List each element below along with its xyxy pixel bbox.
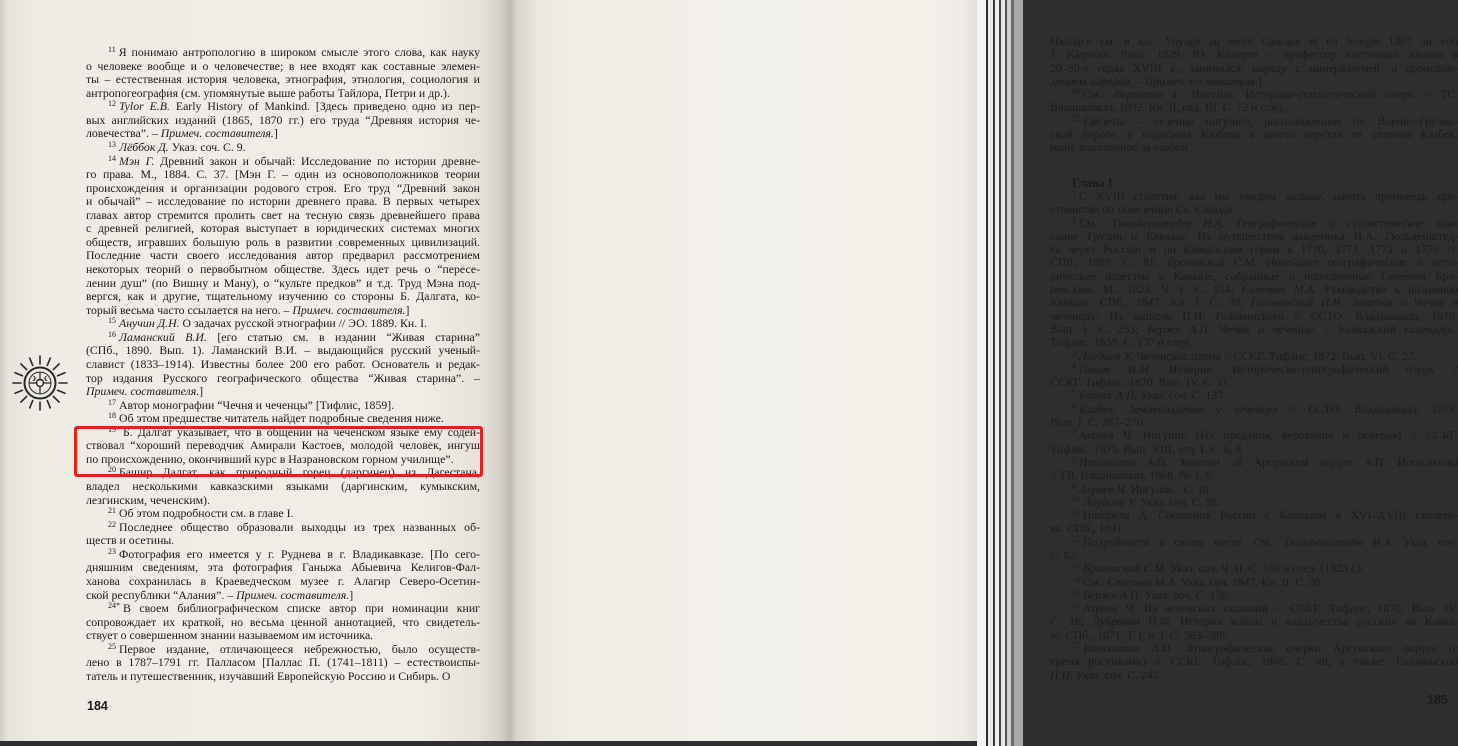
text-run: лезгинским, чеченским). <box>86 492 211 507</box>
text-run: Древний закон и обычай: Исследование по истории древне- <box>154 153 480 168</box>
highlight-box <box>74 426 483 480</box>
text-line <box>86 616 480 630</box>
text-line <box>1050 469 1458 482</box>
text-run: С. 82. <box>1050 547 1079 562</box>
text-run: Руководство к познанию <box>1316 282 1458 297</box>
text-run: Вып. I. С. 267–270. <box>1050 415 1146 430</box>
text-line <box>1050 655 1458 668</box>
text-run: С XVIII столетия, как мы увидим дальше, начата проповедь хри- <box>1079 188 1458 203</box>
text-line <box>86 73 480 87</box>
text-run: дняшним сведениям, эта фотография Ганыжа Абыевича Келигов-Фал- <box>86 560 480 575</box>
text-run: Чеченское племя // ССКГ. Тифлис, 1872. Вып. VI. С. 27. <box>1133 348 1417 363</box>
footnote-first-line <box>86 548 480 562</box>
italic-text: Ахриев Ч. <box>1083 601 1137 616</box>
text-run: Заметки об Аргунском округе А.П. Ипполитова <box>1168 454 1458 469</box>
text-run: вергся, как и другие, тщательному изучению со стороны Б. Далгата, ко- <box>86 289 480 304</box>
note-number: 25 <box>108 641 116 651</box>
text-run: Сношения России с Кавказом в XVI–XVIII столети- <box>1148 508 1458 523</box>
text-run: Автор монографии “Чечня и чеченцы” [Тифлис, 1859]. <box>119 397 395 412</box>
text-line <box>1050 128 1458 141</box>
italic-text: Селезнев М.А. <box>1107 574 1178 589</box>
note-number: 14 <box>1072 574 1080 584</box>
italic-text: Гюльденштедт И.А. <box>1112 215 1225 230</box>
text-run: Указ. соч. С. 138. <box>1141 587 1231 602</box>
left-page <box>0 0 509 741</box>
italic-text: Tylor E.B. <box>119 99 170 114</box>
note-number: 6 <box>1072 401 1076 411</box>
text-run: торый весьма часто ссылается на него. – <box>86 302 293 317</box>
italic-text: Анучин Д.Н. <box>119 316 180 331</box>
text-run: ханова сохранилась в Краеведческом музее г. Алагир Северо-Осетин- <box>86 573 480 588</box>
text-run: (СПб., 1890. Вып. 1). Ламанский В.И. – выдающийся русский ученый- <box>86 343 480 358</box>
text-run: Б. Далгат указывает, что в общении на чеченском языке ему содей- <box>123 424 480 439</box>
footnote-first-line <box>86 141 480 155</box>
text-run: СПб., 1809. С. 81; <box>1050 255 1168 270</box>
text-line <box>1050 230 1458 243</box>
italic-text: Примеч. составителя. <box>292 302 406 317</box>
text-run: с древней религией, которая выступает в юридических системах многих <box>86 221 480 236</box>
italic-text: Попов И.М. <box>1079 361 1152 376</box>
text-line <box>86 114 480 128</box>
italic-text: Мэн Г. <box>119 153 155 168</box>
note-number: 12 <box>108 99 116 109</box>
text-line <box>86 263 480 277</box>
note-number: 10 <box>1072 494 1080 504</box>
text-line <box>86 127 480 141</box>
text-line <box>86 385 480 399</box>
text-run: Ингуши: (Их предания, верования и поверья) // ССКГ. <box>1133 428 1458 443</box>
text-run: лении душ” (по Вишну и Ману), о “культе предков” и т.д. Труд Мэна под- <box>86 275 480 290</box>
text-run: Указ. соч. <box>1394 534 1458 549</box>
note-number: 26 <box>1072 87 1080 97</box>
text-run: Тифлис, 1859. С. 137 и след. <box>1050 335 1193 350</box>
note-number: 15 <box>1072 587 1080 597</box>
text-line <box>86 87 480 101</box>
text-run: Я понимаю антропологию в широком смысле этого слова, как науку <box>118 45 480 59</box>
footnote-first-line <box>1050 350 1458 363</box>
text-line <box>86 358 480 372</box>
note-number: 13 <box>108 139 116 149</box>
note-number: 20 <box>108 465 116 475</box>
text-run: ствует о совершенном знании называемом им источника. <box>86 628 374 643</box>
footnote-first-line <box>1050 217 1458 230</box>
text-line <box>1050 35 1458 48</box>
footnote-first-line <box>1050 115 1458 128</box>
text-run: вых английских изданий (1865, 1870 гг.) его труда “Древняя история че- <box>86 112 480 127</box>
text-line <box>1050 270 1458 283</box>
text-run: Гвелеты – селение ингушей, расположенное по Военно-Грузин- <box>1083 113 1458 128</box>
text-run: Указ. соч. С. 58. <box>1137 494 1221 509</box>
footnote-first-line <box>1050 429 1458 442</box>
text-line <box>1050 443 1458 456</box>
seal-stamp-icon <box>10 352 70 414</box>
left-footnotes <box>86 46 480 683</box>
note-number: 8 <box>1072 454 1076 464</box>
note-number: 5 <box>1072 388 1076 398</box>
text-run: ] <box>199 384 204 399</box>
text-run: та через Россию и по Кавказским горам в 1770, 1771, 1772 и 1773 гг. <box>1050 242 1458 257</box>
text-line <box>1050 283 1458 296</box>
footnote-first-line <box>86 46 480 60</box>
text-line <box>1050 416 1458 429</box>
italic-text: Примеч. составителя. <box>86 384 200 399</box>
text-line <box>86 656 480 670</box>
text-line <box>86 575 480 589</box>
text-run: Новейшие географические и исто- <box>1257 255 1458 270</box>
text-run: Указ. соч. С. 9. <box>168 139 246 154</box>
text-run: дением народов. – <box>1050 73 1145 88</box>
italic-text: Головинский П.И. <box>1250 295 1344 310</box>
text-run: рические известия о Кавказе, собранные и пополненные Семеном Бро- <box>1050 268 1458 283</box>
text-run: ствовал “хороший переводчик Амирали Кастоев, молодой человек, ингуш <box>86 438 480 453</box>
note-number: 7 <box>1072 428 1076 438</box>
text-run: Кавказа. СПб., 1847. Кн. I. С. 30; <box>1050 295 1251 310</box>
text-run: ] <box>1257 73 1262 88</box>
text-run: сопровождает их краткой, но весьма ценной аннотацией, что свидетель- <box>86 614 480 629</box>
note-number: 15 <box>108 316 116 326</box>
text-run: Фотография его имеется у г. Руднева в г. Владикавказе. [По сего- <box>119 546 480 561</box>
footnote-first-line <box>1050 363 1458 376</box>
note-number: 24* <box>108 601 120 611</box>
chapter-footnotes <box>1050 190 1458 682</box>
page-number-left: 184 <box>87 699 108 713</box>
text-run: Об этом предшестве читатель найдет подробные сведения ниже. <box>119 411 444 426</box>
italic-text: Примеч. составителя. <box>236 587 350 602</box>
footnote-first-line <box>1050 190 1458 203</box>
footnote-first-line <box>86 100 480 114</box>
italic-text: Вертепов Г. <box>1114 87 1182 102</box>
text-run: ществ и осетины. <box>86 533 175 548</box>
italic-text: Ипполитов А.П. <box>1083 641 1174 656</box>
text-run: антропогеография (см. упомянутые выше работы Тайлора, Петри и др.). <box>86 85 450 100</box>
text-run: ях. СПб., 1891. <box>1050 521 1126 536</box>
italic-text: Гюльденштедт И.А. <box>1284 534 1395 549</box>
note-number: 14 <box>108 153 116 163</box>
text-line <box>1050 549 1458 562</box>
text-line <box>1050 615 1458 628</box>
text-run: ловечества”. – <box>86 126 161 141</box>
note-number: 9 <box>1072 481 1076 491</box>
footnote-first-line <box>1050 483 1458 496</box>
text-line <box>86 222 480 236</box>
note-number: 2 <box>1072 215 1076 225</box>
italic-text: Броневский С.М. <box>1167 255 1258 270</box>
note-number: 11 <box>1072 508 1080 518</box>
text-run: ССКГ. Тифлис, 1870. Вып. IV. С. 11. <box>1050 375 1232 390</box>
text-line <box>1050 669 1458 682</box>
text-line <box>86 561 480 575</box>
text-run: тремя рисунками) // ССКГ. Тифлис, 1868. С. 48; а также: <box>1050 654 1396 669</box>
text-run: славист (1833–1914). Известны более 200 его работ. Основатель и редак- <box>86 356 480 371</box>
italic-text: Ипполитов А.П. <box>1079 454 1169 469</box>
footnote-first-line <box>86 155 480 169</box>
footnote-first-line <box>86 602 480 616</box>
italic-text: Ахриев Ч. <box>1079 481 1128 496</box>
text-run: [его статью см. в издании “Живая старина” <box>206 329 480 344</box>
text-line <box>1050 48 1458 61</box>
text-run: О задачах русской этнографии // ЭО. 1889. Кн. I. <box>179 316 427 331</box>
text-line <box>1050 310 1458 323</box>
footnote-first-line <box>1050 88 1458 101</box>
text-run: С. 16; <box>1050 614 1093 629</box>
text-run: ] <box>405 302 410 317</box>
note-number: 23 <box>108 546 116 556</box>
text-run: Вып. I. С. 253; <box>1050 321 1148 336</box>
text-run: Указ. соч. 1847. Кн. II. С. 30. <box>1177 574 1324 589</box>
page-number-right: 185 <box>1427 693 1448 707</box>
text-line <box>1050 296 1458 309</box>
text-run: Чечня и чеченцы // Кавказский календарь. <box>1210 321 1458 336</box>
text-run: Указ. соч. Ч. II. С. 160 и след. (1823 г.). <box>1166 561 1365 576</box>
text-run: Последнее общество образовали выходцы из трех названных об- <box>119 519 480 534</box>
text-run: некоторых теорий о первобытном обществе. Здесь идет речь о “пересе- <box>86 262 480 276</box>
text-line <box>86 209 480 223</box>
text-run: См.: <box>1083 574 1108 589</box>
text-run: ской республики “Алания”. – <box>86 587 237 602</box>
text-line <box>1050 323 1458 336</box>
note-number: 21 <box>108 506 116 516</box>
footnote-first-line <box>86 643 480 657</box>
footnote-first-line <box>1050 389 1458 402</box>
book-page-edges <box>977 0 1023 746</box>
note-number: 27 <box>1072 113 1080 123</box>
text-run: ныне выселенное за разбои. <box>1050 140 1191 155</box>
text-line <box>1050 376 1458 389</box>
text-run: Ичкерия: Историческо-топографический очерк // <box>1151 361 1458 376</box>
note-number: 12 <box>1072 534 1080 544</box>
text-run: татель и путешественник, изучавший Европейскую Россию и Сибирь. О <box>86 668 451 683</box>
text-run: ] <box>273 126 278 141</box>
text-line <box>86 480 480 494</box>
text-line <box>86 249 480 263</box>
footnote-first-line <box>86 331 480 345</box>
italic-text: Броневский С.М. <box>1083 561 1167 576</box>
note-number: 16 <box>108 329 116 339</box>
text-run: Палласе см. в кн.: Voyage au mont Caucase et en Jeorgie 1807 an von <box>1050 34 1458 48</box>
text-run: главах автор стремится пролить свет на тесную связь древнейшего права <box>86 207 480 222</box>
text-line <box>1050 522 1458 535</box>
italic-text: Лаудаев У. <box>1083 494 1138 509</box>
italic-text: Головинский <box>1395 654 1458 669</box>
italic-text: Берже А.П. <box>1079 388 1138 403</box>
text-run: стианства по повелению Св. Синода. <box>1050 202 1236 217</box>
text-run: Указ. соч. С. 247. <box>1072 667 1162 682</box>
note-number: 18 <box>108 411 116 421</box>
note-number: 17 <box>1072 641 1080 651</box>
text-run: Географическое и статистическое опи- <box>1224 215 1458 230</box>
footnote-first-line <box>1050 509 1458 522</box>
text-line <box>86 494 480 508</box>
note-number: 19* <box>108 424 120 434</box>
text-line <box>1050 203 1458 216</box>
italic-text: Ламанский В.И. <box>119 329 207 344</box>
footnote-first-line <box>1050 536 1458 549</box>
text-run: и обычай” – исследование по истории древнего права. В первых четырех <box>86 194 480 209</box>
footnote-first-line <box>1050 576 1458 589</box>
footnote-first-line <box>1050 602 1458 615</box>
footnote-first-line <box>1050 642 1458 655</box>
italic-text: П.И. <box>1050 667 1073 682</box>
footnote-first-line <box>1050 589 1458 602</box>
note-number: 1 <box>1072 188 1076 198</box>
footnote-first-line <box>86 399 480 413</box>
right-page <box>509 0 1458 741</box>
text-line <box>86 182 480 196</box>
text-run: по происхождению, окончивший курс в Назрановском горном училище”. <box>86 451 454 466</box>
italic-text: Селезнев М.А. <box>1241 282 1317 297</box>
note-number: 22 <box>108 519 116 529</box>
text-run: Ингуши... С. 18. <box>1127 481 1212 496</box>
text-run: чеченцах: Из записок П.И. Головинского // ССТО. Владикавказ, 1878. <box>1050 308 1458 323</box>
text-line <box>86 236 480 250</box>
italic-text: Цагарели А. <box>1082 508 1149 523</box>
text-run: Указ. соч. С. 137. <box>1137 388 1227 403</box>
text-line <box>86 290 480 304</box>
text-run: История войны и владычества русских на Кавка- <box>1171 614 1458 629</box>
italic-text: Лёббок Д. <box>119 139 169 154</box>
text-run: J. Klaproth. Paris, 1829. Ю. Клапрот – профессор восточных языков в <box>1050 47 1458 62</box>
text-line <box>86 589 480 603</box>
text-line <box>1050 256 1458 269</box>
text-line <box>1050 62 1458 75</box>
italic-text: Лаудаев У. <box>1079 348 1134 363</box>
text-run: См.: <box>1079 215 1113 230</box>
footnote-first-line <box>86 412 480 426</box>
text-run: Первое издание, отличающееся небрежностью, было осуществ- <box>119 641 480 656</box>
text-run: В своем библиографическом списке автор при номинации книг <box>123 601 480 616</box>
text-line <box>1050 75 1458 88</box>
note-number: 11 <box>108 45 116 54</box>
text-run: лено в 1787–1791 гг. Палласом [Паллас П. (1741–1811) – естествоиспы- <box>86 655 480 670</box>
note-number: 3 <box>1072 348 1076 358</box>
footnote-first-line <box>86 521 480 535</box>
italic-text: Берже А.П. <box>1083 587 1142 602</box>
italic-text: Казбек. <box>1079 401 1117 416</box>
text-run: 20–30-х годах XVIII в., занимался, наряду с минералогией, и происхож- <box>1050 60 1458 75</box>
text-run: Early History of Mankind. [Здесь приведено одно из пер- <box>169 99 480 114</box>
text-run: о человеке вообще и о человечестве; в нее входят как составные элемен- <box>86 58 480 73</box>
text-run: го права. М., 1884. С. 37. [Мэн Г. – один из основоположников теории <box>86 167 480 182</box>
right-text-column <box>1050 35 1458 682</box>
text-line <box>86 629 480 643</box>
footnote-first-line <box>1050 496 1458 509</box>
italic-text: Примеч. составителя. <box>160 126 274 141</box>
italic-text: Примеч. составителя. <box>1144 73 1258 88</box>
text-run: владел несколькими кавказскими языками (даргинским, кумыкским, <box>86 479 480 493</box>
text-line <box>86 60 480 74</box>
text-line <box>86 195 480 209</box>
text-run: Последние части своего исследования автор предварил рассмотрением <box>86 248 480 263</box>
footnote-first-line <box>1050 562 1458 575</box>
text-line <box>1050 629 1458 642</box>
text-run: Тифлис, 1875. Вып. VIII, отд. I. С. 6, 8. <box>1050 441 1245 456</box>
footnote-first-line <box>86 507 480 521</box>
note-number: 17 <box>108 397 116 407</box>
text-line <box>1050 141 1458 154</box>
note-number: 4 <box>1072 361 1076 371</box>
text-line <box>86 670 480 684</box>
text-run: Из чеченских сказаний // ССКГ. Тифлис, 1870. Вып. IV. <box>1136 601 1458 616</box>
text-run: происхождения и организации родового строя. Его труд “Древний закон <box>86 180 480 195</box>
text-run: ской дороге, у подножия Казбека в шести верстах от селения Казбек, <box>1050 127 1458 142</box>
text-run: Ингуши: Историко-статистический очерк // ТС. <box>1181 87 1458 102</box>
text-line <box>1050 336 1458 349</box>
text-run: Землевладение у чеченцев // ССТО. Владикавказ, 1878. <box>1116 401 1458 416</box>
text-run: Об этом подробности см. в главе I. <box>119 506 294 521</box>
text-run: зе. СПб., 1871. Т. I, ч. I. С. 383–388. <box>1050 627 1228 642</box>
text-run: Башир Далгат, как природный горец (даргинец) из Дагестана, <box>119 465 480 480</box>
text-line <box>1050 101 1458 114</box>
text-line <box>86 534 480 548</box>
text-run: ты – естественная история человека, этнография, этнология, социология и <box>86 72 480 87</box>
text-run: Этнографические очерки Аргунского округа (с <box>1173 641 1458 656</box>
italic-text: Дубровин Н.Ф. <box>1092 614 1172 629</box>
text-line <box>86 304 480 318</box>
footnote-first-line <box>1050 456 1458 469</box>
text-run: невским. М., 1823. Ч. I. С. 154; <box>1050 282 1242 297</box>
footnote-first-line <box>86 317 480 331</box>
text-run: Подробности в своем месте. См.: <box>1083 534 1285 549</box>
text-run: ] <box>349 587 354 602</box>
text-run: Заметки о Чечне и <box>1343 295 1458 310</box>
text-run: // ТВ. Владикавказ, 1868. № 3, 5. <box>1050 468 1214 483</box>
text-line <box>86 277 480 291</box>
text-line <box>86 168 480 182</box>
text-run: См.: <box>1083 87 1115 102</box>
text-line <box>86 372 480 386</box>
note-number: 16 <box>1072 601 1080 611</box>
text-line <box>86 344 480 358</box>
text-run: Владикавказ, 1892. Кн. II, отд. III. С. 72 и след. <box>1050 100 1286 115</box>
text-run: сание Грузии и Кавказа: Из путешествия академика И.А. Гюльденштед- <box>1050 228 1458 243</box>
footnote-first-line <box>1050 403 1458 416</box>
italic-text: Берже А.П. <box>1147 321 1211 336</box>
italic-text: Ахриев Ч. <box>1079 428 1134 443</box>
chapter-heading: Глава I <box>1072 175 1113 190</box>
text-run: обществ, игравших большую роль в развитии современных цивилизаций. <box>86 234 480 249</box>
text-run: тор издания Русского географического общества “Живая старина”. – <box>86 370 480 385</box>
footnotes-continued <box>1050 35 1458 155</box>
text-line <box>1050 243 1458 256</box>
note-number: 13 <box>1072 561 1080 571</box>
